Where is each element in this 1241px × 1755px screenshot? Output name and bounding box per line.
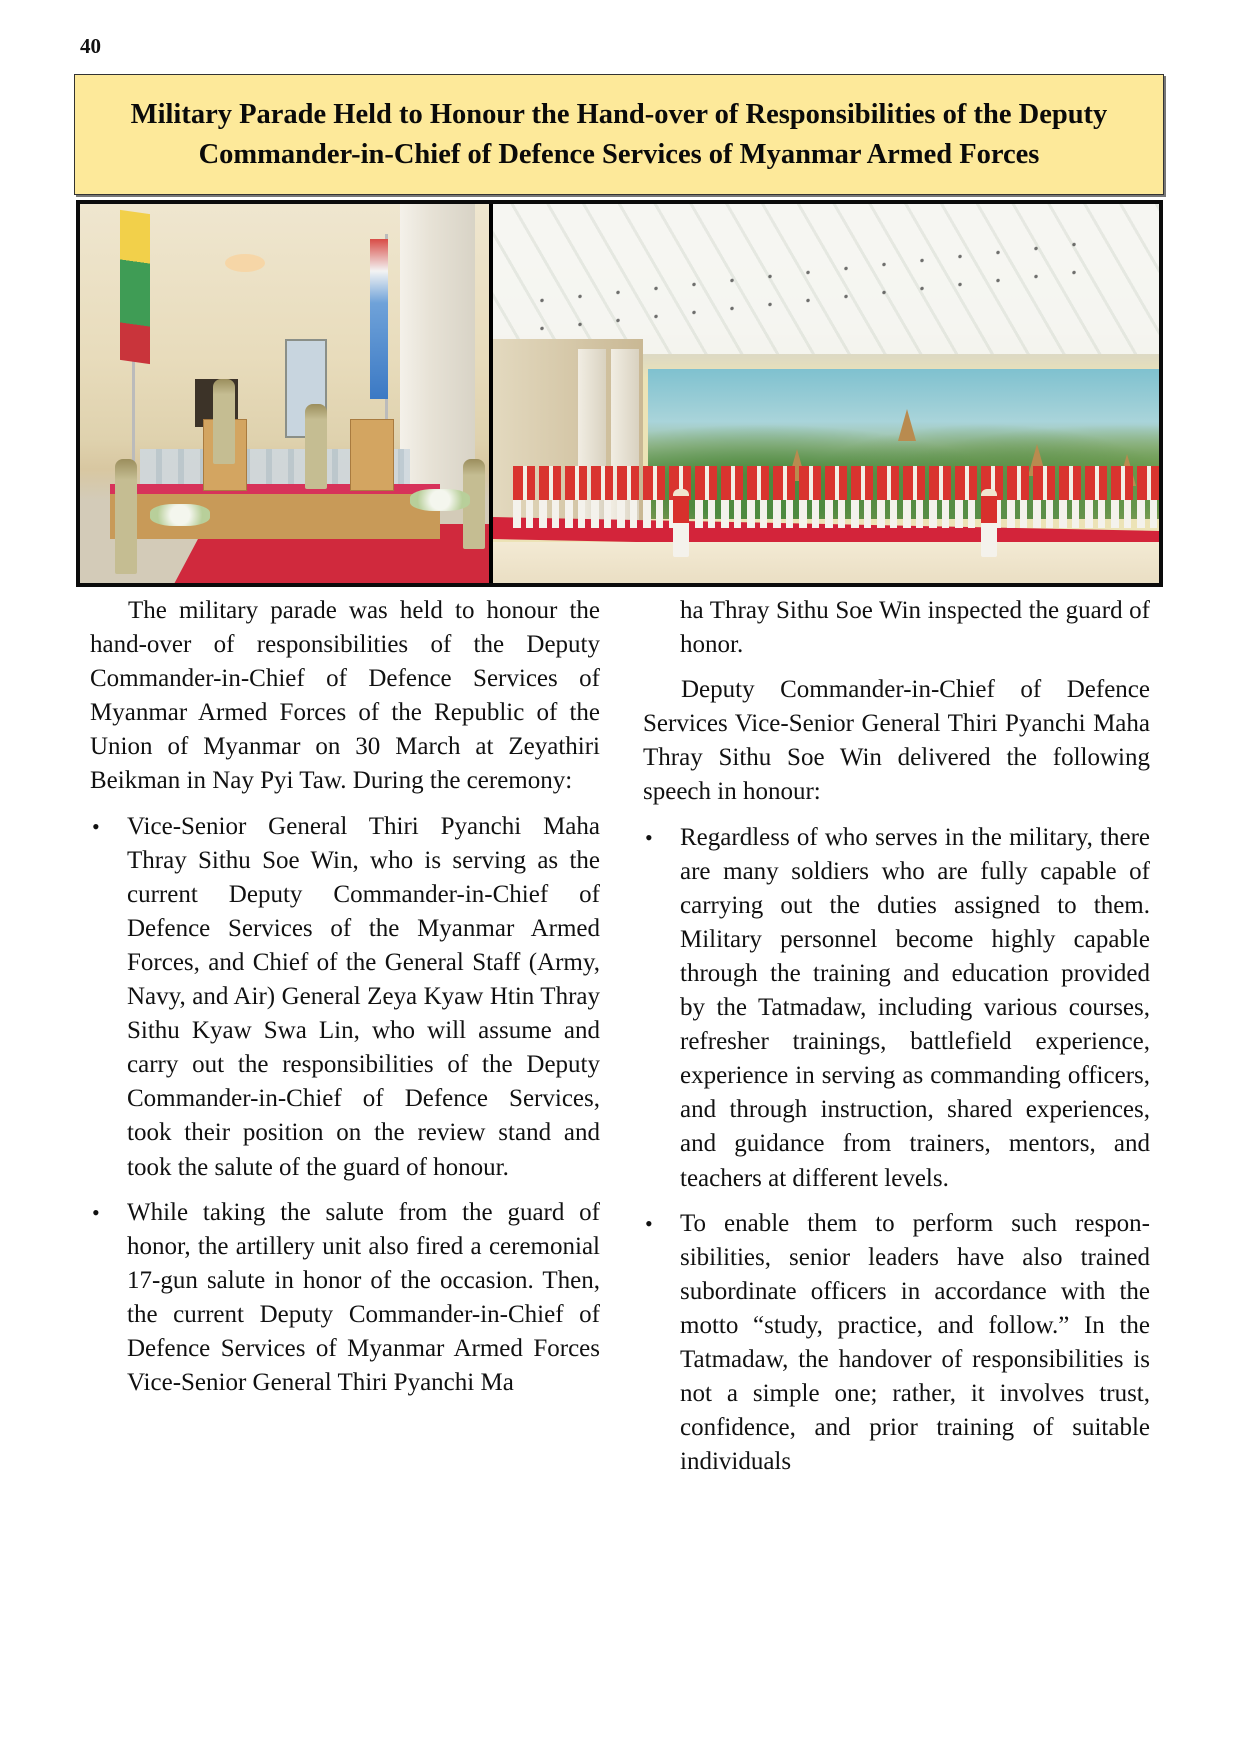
guard-officer (115, 459, 137, 574)
list-item (90, 1196, 600, 1401)
officer (305, 404, 327, 489)
officer (213, 379, 235, 464)
guard-of-honour-legs (513, 500, 1159, 528)
bullet-continuation: ha Thray Sithu Soe Win inspected the guard of honor. (680, 597, 1150, 659)
chandelier (225, 254, 265, 272)
article-title-line-2: Commander-in-Chief of Defence Services of Myanmar Armed Forces (198, 138, 1040, 170)
article-title (131, 95, 1108, 175)
pillar (400, 204, 475, 494)
list-item (643, 1207, 1150, 1480)
marble-floor (493, 542, 1159, 583)
title-banner (74, 74, 1164, 195)
list-item (90, 810, 600, 1185)
flower-arrangement (410, 489, 470, 511)
right-column (643, 594, 1150, 1490)
ceremony-bullet-list (90, 810, 600, 1401)
bullet-icon: • (645, 1210, 653, 1236)
photo-guard-of-honour (493, 204, 1159, 583)
list-item (643, 821, 1150, 1196)
speech-intro-paragraph: Deputy Commander-in-Chief of Defence Services Vice-Senior General Thiri Pyanchi Maha Thray Sithu Soe Win delivered the following speech in honour: (643, 676, 1150, 806)
list-item-text: Vice-Senior General Thiri Pyanchi Maha Thray Sithu Soe Win, who is serving as the current Deputy Commander-in-Chief of Defence Services of the Myanmar Armed Forces, and Chief of the General Staff (Army, Navy, and Air) General Zeya Kyaw Htin Thray Sithu Kyaw Swa Lin, who will assume and carry out the responsibilities of the Deputy Commander-in-Chief of Defence Services, took their position on the review stand and took the salute of the guard of honour. (127, 812, 600, 1181)
flower-arrangement (150, 504, 210, 526)
bullet-icon: • (92, 1199, 100, 1225)
podium (350, 419, 394, 491)
bullet-icon: • (92, 813, 100, 839)
page-number: 40 (80, 34, 101, 58)
tatmadaw-flag (370, 239, 388, 399)
list-item-text: While taking the salute from the guard of honor, the artillery unit also fired a ceremonial 17-gun salute in honor of the occasion. Then, the current Deputy Commander-in-Chief of Defence Services of Myanmar Armed Forces Vice-Senior General Thiri Pyanchi Ma (127, 1198, 600, 1397)
list-item-text: Regardless of who serves in the military, there are many soldiers who are fully capable of carrying out the duties assigned to them. Military personnel become highly capable through the training and education provided by the Tatmadaw, including various courses, refresher trainings, battlefield experience, experience in serving as commanding officers, and through instruction, shared experiences, and guidance from trainers, mentors, and teachers at different levels. (680, 823, 1150, 1192)
intro-paragraph: The military parade was held to honour the hand-over of responsibilities of the Deputy Commander-in-Chief of Defence Services of Myanmar Armed Forces of the Republic of the Union of Myanmar on 30 March at Zeyathiri Beikman in Nay Pyi Taw. During the ceremony: (90, 597, 600, 795)
photo-review-stand (80, 204, 489, 583)
pagoda (898, 409, 916, 441)
photo-strip (76, 200, 1163, 587)
list-item-text: To enable them to perform such responsibilities, senior leaders have also trained subordinate officers in accordance with the motto “study, practice, and follow.” In the Tatmadaw, the handover of responsibilities is not a simple one; rather, it involves trust, confidence, and prior training of suitable individuals (680, 1209, 1150, 1476)
parade-commander (673, 489, 689, 557)
myanmar-flag (120, 210, 150, 364)
parade-officer (981, 489, 997, 557)
speech-bullet-list (643, 821, 1150, 1480)
left-column (90, 594, 600, 1411)
article-title-line-1: Military Parade Held to Honour the Hand-over of Responsibilities of the Deputy (130, 98, 1108, 130)
bullet-icon: • (645, 824, 653, 850)
